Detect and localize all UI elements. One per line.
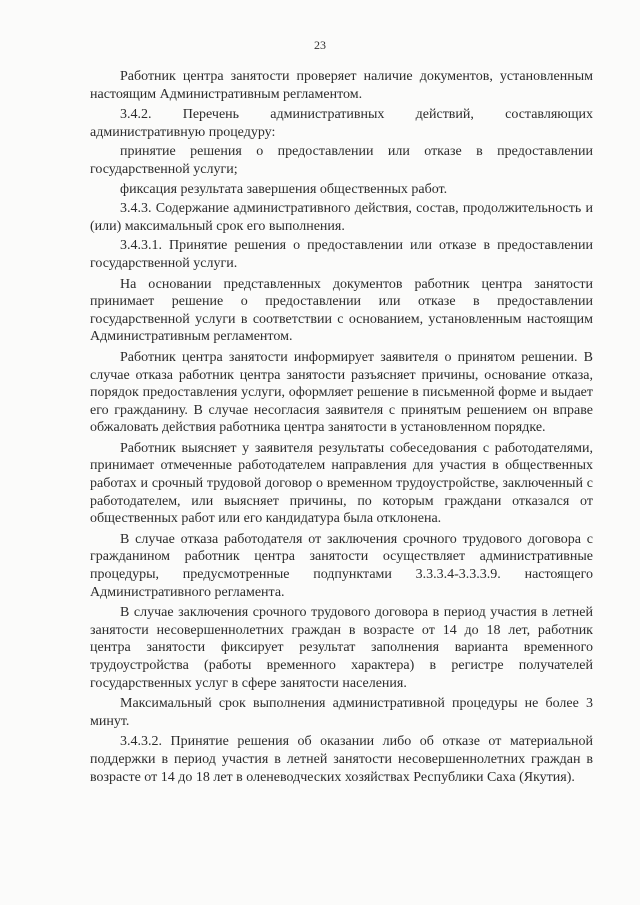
paragraph: 3.4.3. Содержание административного действия, состав, продолжительность и (или) максимальный срок его выполнения. — [90, 201, 593, 234]
paragraph: 3.4.3.2. Принятие решения об оказании либо об отказе от материальной поддержки в период участия в летней занятости несовершеннолетних граждан в возрасте от 14 до 18 лет в оленеводческих хозяйствах Республики Саха (Якутия). — [90, 734, 593, 785]
paragraph: принятие решения о предоставлении или отказе в предоставлении государственной услуги; — [90, 144, 593, 177]
paragraph: Работник выясняет у заявителя результаты собеседования с работодателями, принимает отмеченные работодателем направления для участия в общественных работах и срочный трудовой договор о временном трудоустройстве, заключенный с работодателем, или выясняет причины, по которым граждани отказался от общественных работ или его кандидатура была отклонена. — [90, 440, 593, 527]
paragraph: фиксация результата завершения общественных работ. — [120, 181, 448, 197]
paragraph: 3.4.2. Перечень административных действий, составляющих административную процедуру: — [90, 107, 593, 140]
paragraph: 3.4.3.1. Принятие решения о предоставлении или отказе в предоставлении государственной услуги. — [90, 238, 593, 271]
paragraph: В случае заключения срочного трудового договора в период участия в летней занятости несовершеннолетних граждан в возрасте от 14 до 18 лет, работник центра занятости фиксирует результат заполнения варианта временного трудоустройства (работы временного характера) в регистре получателей государственных услуг в сфере занятости населения. — [90, 605, 593, 691]
paragraph: Максимальный срок выполнения административной процедуры не более 3 минут. — [90, 696, 593, 729]
page-number: 23 — [314, 38, 326, 52]
paragraph: В случае отказа работодателя от заключения срочного трудового договора с гражданином работник центра занятости осуществляет административные процедуры, предусмотренные подпунктами 3.3.3.4-3.3.3.9. настоящего Административного регламента. — [90, 531, 593, 600]
document-body — [90, 68, 593, 789]
paragraph: Работник центра занятости информирует заявителя о принятом решении. В случае отказа работник центра занятости разъясняет причины, основание отказа, порядок предоставления услуги, оформляет решение в письменной форме и выдает его гражданину. В случае несогласия заявителя с принятым решением он вправе обжаловать действия работника центра занятости в установленном порядке. — [90, 349, 593, 436]
paragraph: На основании представленных документов работник центра занятости принимает решение о предоставлении или отказе в предоставлении государственной услуги в соответствии с основанием, установленным настоящим Административным регламентом. — [90, 276, 593, 345]
paragraph: Работник центра занятости проверяет наличие документов, установленным настоящим Административным регламентом. — [90, 69, 593, 102]
